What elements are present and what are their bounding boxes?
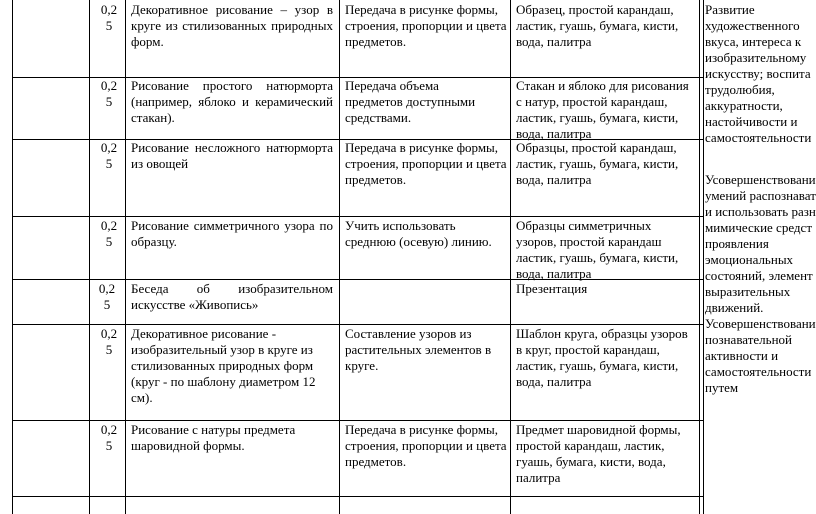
topic-cell: Декоративное рисование - изобразительный узор в круге из стилизованных природных форм (круг - по шаблону диаметром 12 см). [131,326,316,405]
hours-cell: 0,2 5 [100,2,118,33]
topic-cell: Рисование симметричного узора по образцу. [131,218,333,249]
topic-cell: Декоративное рисование – узор в круге из стилизованных природных форм. [131,2,333,49]
topic-cell: Рисование несложного натюрморта из овощей [131,140,333,171]
goal-cell: Передача в рисунке формы, строения, пропорции и цвета предметов. [345,140,507,187]
hours-cell: 0,2 5 [100,140,118,171]
materials-cell: Презентация [516,281,588,296]
objectives-block-2: Усовершенствовани умений распознават и использовать разн мимические средст проявления эмоциональных состояний, элемент выразительных движений. Усовершенствовани познавательной активности и самостоятельности путем [705,172,816,395]
row-border [12,324,703,325]
materials-cell: Образцы симметричных узоров, простой карандаш ластик, гуашь, бумага, кисти, вода, палитра [516,218,679,281]
materials-cell: Образцы, простой карандаш, ластик, гуашь, бумага, кисти, вода, палитра [516,140,679,187]
column-border [703,0,704,514]
hours-cell: 0,2 5 [100,78,118,109]
materials-cell: Образец, простой карандаш, ластик, гуашь, бумага, кисти, вода, палитра [516,2,679,49]
materials-cell: Стакан и яблоко для рисования с натур, простой карандаш, ластик, гуашь, бумага, кисти, вода, палитра [516,78,689,141]
topic-cell: Рисование с натуры предмета шаровидной формы. [131,422,296,453]
row-border [12,420,703,421]
topic-cell: Беседа об изобразительном искусстве «Живопись» [131,281,333,312]
goal-cell: Передача в рисунке формы, строения, пропорции и цвета предметов. [345,422,507,469]
hours-cell: 0,2 5 [100,218,118,249]
goal-cell: Учить использовать среднюю (осевую) линию. [345,218,492,249]
goal-cell: Передача в рисунке формы, строения, пропорции и цвета предметов. [345,2,507,49]
materials-cell: Предмет шаровидной формы, простой карандаш, ластик, гуашь, бумага, кисти, вода, палитра [516,422,681,485]
objectives-block-1: Развитие художественного вкуса, интереса к изобразительному искусству; воспита трудолюбия, аккуратности, настойчивости и самостоятельности [705,2,812,145]
materials-cell: Шаблон круга, образцы узоров в круг, простой карандаш, ластик, гуашь, бумага, кисти, вода, палитра [516,326,688,389]
hours-cell: 0,2 5 [98,281,116,312]
topic-cell: Рисование простого натюрморта (например, яблоко и керамический стакан). [131,78,333,125]
row-border [12,216,703,217]
hours-cell: 0,2 5 [100,422,118,453]
hours-cell: 0,2 5 [100,326,118,357]
row-border [12,496,703,497]
goal-cell: Составление узоров из растительных элементов в круге. [345,326,492,373]
goal-cell: Передача объема предметов доступными средствами. [345,78,476,125]
